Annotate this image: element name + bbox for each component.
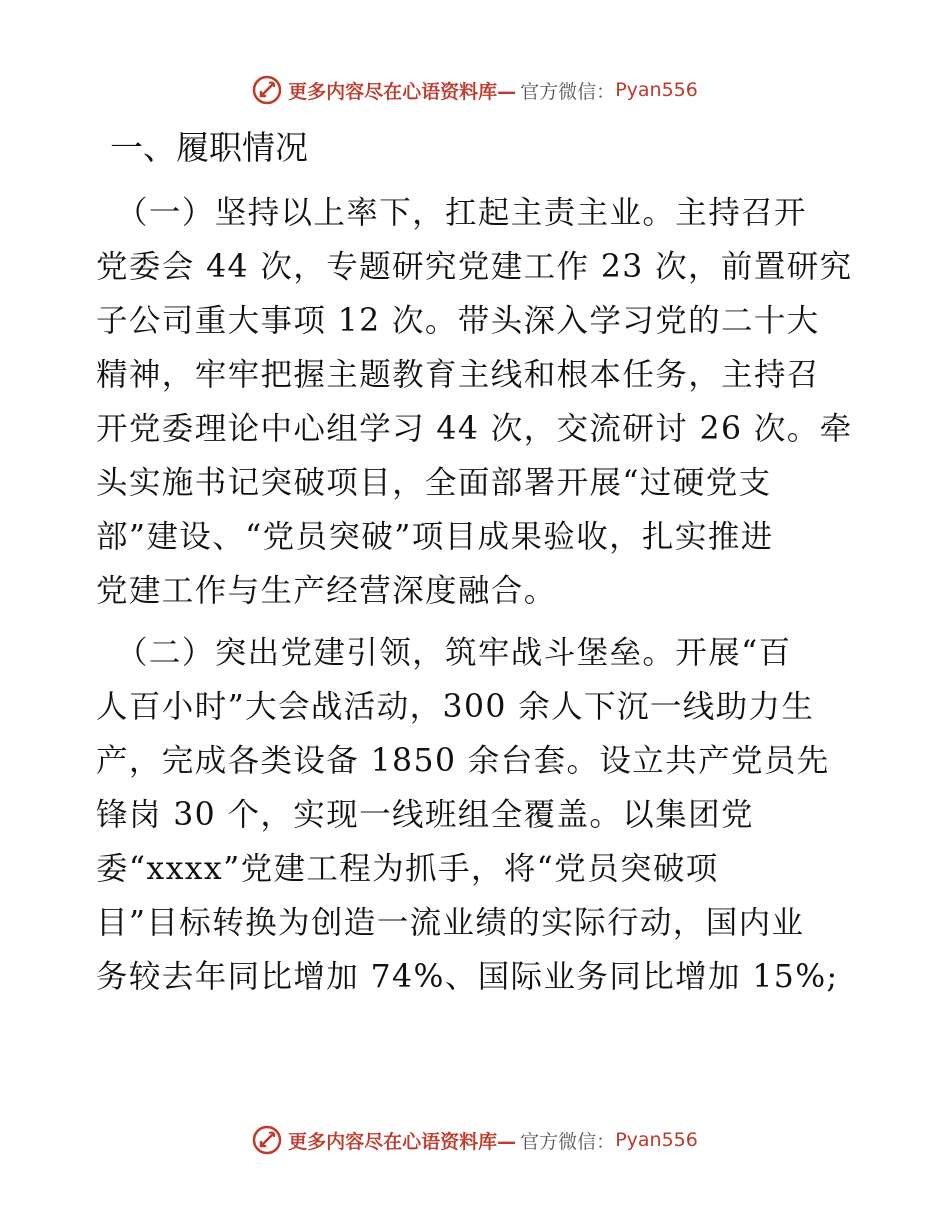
paragraph-line: 开党委理论中心组学习 44 次，交流研讨 26 次。牵 (96, 411, 853, 447)
paragraph-line: 子公司重大事项 12 次。带头深入学习党的二十大 (96, 303, 820, 339)
watermark-wechat-label: 官方微信： (520, 1130, 616, 1153)
quill-logo-icon (252, 75, 282, 105)
watermark-wechat-label: 官方微信： (520, 80, 616, 103)
paragraph-1 (96, 186, 866, 618)
paragraph-line: 头实施书记突破项目，全面部署开展“过硬党支 (96, 465, 772, 501)
paragraph-line: 锋岗 30 个，实现一线班组全覆盖。以集团党 (96, 797, 754, 833)
watermark-text: 更多内容尽在心语资料库— (288, 1130, 517, 1153)
footer-watermark (0, 1120, 950, 1160)
document-body (96, 122, 866, 1004)
paragraph-line: 部”建设、“党员突破”项目成果验收，扎实推进 (96, 519, 774, 555)
paragraph-line: 目”目标转换为创造一流业绩的实际行动，国内业 (96, 905, 805, 941)
paragraph-line: （二）突出党建引领，筑牢战斗堡垒。开展“百 (116, 635, 792, 671)
quill-logo-icon (252, 1125, 282, 1155)
paragraph-2 (96, 626, 866, 1004)
paragraph-line: 人百小时”大会战活动，300 余人下沉一线助力生 (96, 689, 815, 725)
section-heading: 一、履职情况 (110, 128, 308, 167)
paragraph-line: 精神，牢牢把握主题教育主线和根本任务，主持召 (96, 357, 820, 393)
paragraph-line: 委“xxxx”党建工程为抓手，将“党员突破项 (96, 851, 719, 887)
watermark-text: 更多内容尽在心语资料库— (288, 80, 517, 103)
paragraph-line: （一）坚持以上率下，扛起主责主业。主持召开 (116, 195, 807, 231)
paragraph-line: 务较去年同比增加 74%、国际业务同比增加 15%; (96, 959, 839, 995)
watermark-wechat-id: Pyan556 (615, 1129, 698, 1151)
paragraph-line: 党建工作与生产经营深度融合。 (96, 573, 557, 609)
watermark-wechat-id: Pyan556 (615, 79, 698, 101)
paragraph-line: 党委会 44 次，专题研究党建工作 23 次，前置研究 (96, 249, 853, 285)
header-watermark (0, 70, 950, 110)
paragraph-line: 产，完成各类设备 1850 余台套。设立共产党员先 (96, 743, 830, 779)
